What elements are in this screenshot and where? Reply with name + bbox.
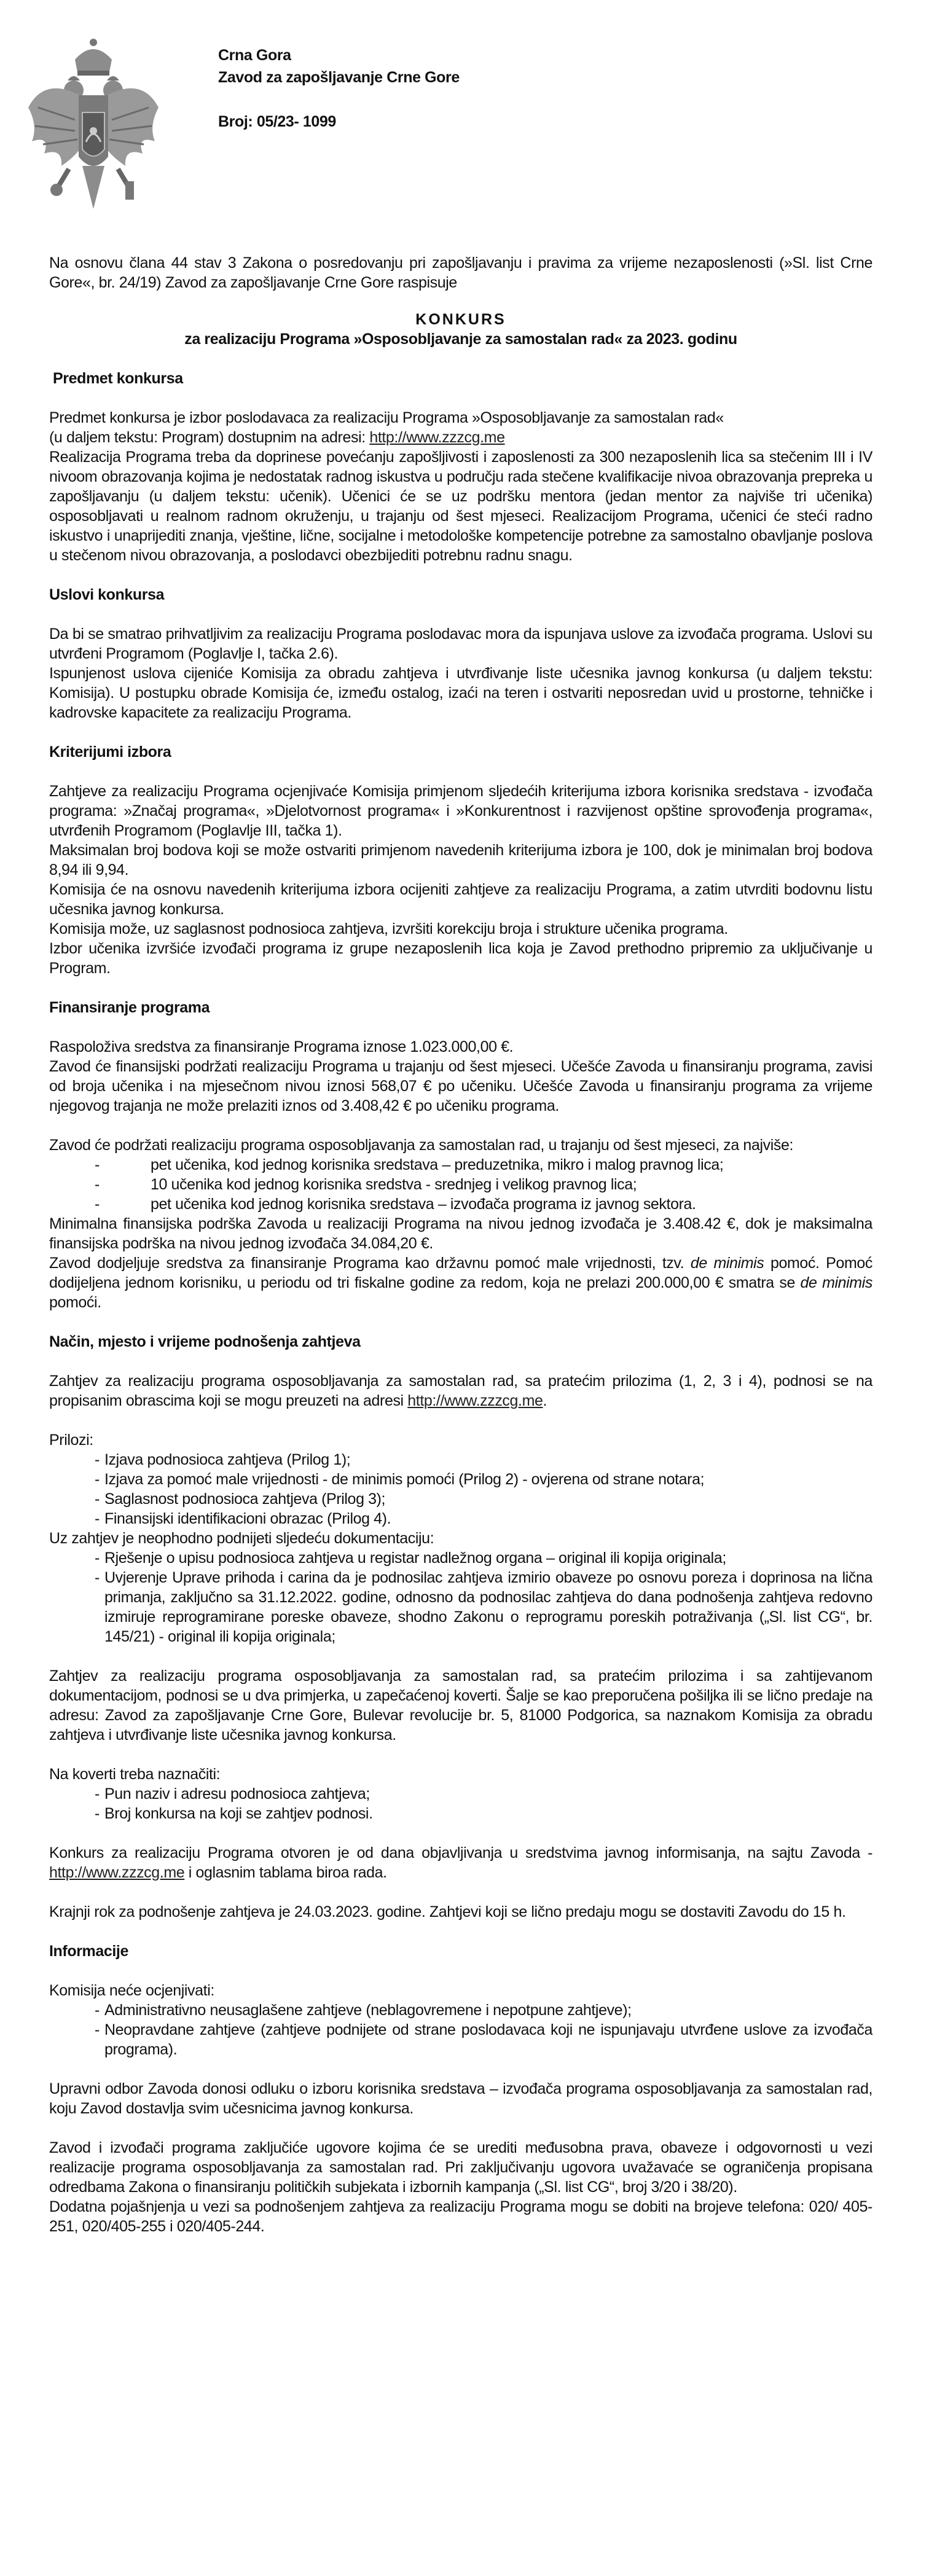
predmet-paragraph-2: Realizacija Programa treba da doprinese povećanju zapošljivosti i zaposlenosti za 300 nezaposlenih lica sa stečenim III i IV nivoom obrazovanja kojima je nedostatak radnog iskustva u području rada stečene kvalifikacije nivoa obrazovanja prepreka u zapošljavanju (u daljem tekstu: učenik). Učenici će se uz podršku mentora (jedan mentor za najviše tri učenika) osposobljavati u realnom radnom okruženju, u trajanju od šest mjeseci. Realizacijom Programa, učenici će steći radno iskustvo i unaprijediti znanja, vještine, lične, socijalne i metodološke kompetencije potrebne za samostalno obavljanje poslova u stečenom nivou obrazovanja, a poslodavci obezbijediti potrebnu radnu snagu. (49, 448, 872, 564)
document-number: Broj: 05/23- 1099 (218, 113, 336, 130)
informacije-paragraph-3: Dodatna pojašnjenja u vezi sa podnošenjem zahtjeva za realizaciju Programa mogu se dobiti na brojeve telefona: 020/ 405-251, 020/405-255 i 020/405-244. (49, 2198, 872, 2235)
de-minimis-term: de minimis (690, 1255, 764, 1272)
list-item: - Izjava podnosioca zahtjeva (Prilog 1); (95, 1451, 351, 1468)
informacije-list (49, 2000, 872, 2059)
koverta-label: Na koverti treba naznačiti: (49, 1766, 221, 1783)
informacije-label: Komisija neće ocjenjivati: (49, 1982, 214, 1999)
website-link[interactable]: http://www.zzzcg.me (49, 1864, 185, 1881)
nacin-paragraph-2: Zahtjev za realizaciju programa osposobljavanja za samostalan rad, sa pratećim prilozima i sa zahtijevanom dokumentacijom, podnosi se u dva primjerka, u zapečaćenoj koverti. Šalje se kao preporučena pošiljka ili se lično predaje na adresu: Zavod za zapošljavanje Crne Gore, Bulevar revolucije br. 5, 81000 Podgorica, sa naznakom Komisija za obradu zahtjeva i utvrđivanje liste učesnika javnog konkursa. (49, 1667, 872, 1744)
list-item-text: Finansijski identifikacioni obrazac (Prilog 4). (104, 1510, 391, 1527)
intro-paragraph: Na osnovu člana 44 stav 3 Zakona o posredovanju pri zapošljavanju i pravima za vrijeme nezaposlenosti (»Sl. list Crne Gore«, br. 24/19) Zavod za zapošljavanje Crne Gore raspisuje (49, 254, 872, 291)
finansiranje-text-a: Zavod dodjeljuje sredstva za finansiranje Programa kao državnu pomoć male vrijednosti, tzv. (49, 1255, 691, 1272)
dokumentacija-list (49, 1548, 872, 1646)
heading-uslovi-konkursa: Uslovi konkursa (49, 586, 165, 603)
list-item-text: pet učenika kod jednog korisnika sredstava – izvođača programa iz javnog sektora. (151, 1196, 696, 1213)
list-item-text: Izjava za pomoć male vrijednosti - de minimis pomoći (Prilog 2) - ovjerena od strane notara; (104, 1471, 705, 1488)
list-item: - pet učenika, kod jednog korisnika sredstava – preduzetnika, mikro i malog pravnog lica; (95, 1156, 724, 1173)
informacije-paragraph-2: Zavod i izvođači programa zaključiće ugovore kojima će se urediti međusobna prava, obaveze i odgovornosti u vezi realizacije programa osposobljavanja za samostalan rad. Pri zaključivanju ugovora uvažavaće se ograničenja propisana odredbama Zakona o finansiranju političkih subjekata i izbornih kampanja („Sl. list CG“, broj 3/20 i 38/20). (49, 2139, 872, 2196)
list-item: - Rješenje o upisu podnosioca zahtjeva u registar nadležnog organa – original ili kopija originala; (95, 1549, 726, 1567)
nacin-text-d: i oglasnim tablama biroa rada. (184, 1864, 387, 1881)
list-item: - Izjava za pomoć male vrijednosti - de minimis pomoći (Prilog 2) - ovjerena od strane notara; (95, 1471, 705, 1488)
deadline-paragraph: Krajnji rok za podnošenje zahtjeva je 24.03.2023. godine. Zahtjevi koji se lično predaju mogu se dostaviti Zavodu do 15 h. (49, 1903, 846, 1920)
finansiranje-text-c: pomoći. (49, 1294, 101, 1311)
heading-kriterijumi-izbora: Kriterijumi izbora (49, 743, 171, 761)
list-item: - Pun naziv i adresu podnosioca zahtjeva; (95, 1785, 370, 1803)
kriterijumi-paragraph-4: Komisija može, uz saglasnost podnosioca zahtjeva, izvršiti korekciju broja i strukture učenika programa. (49, 920, 728, 938)
list-item: - Saglasnost podnosioca zahtjeva (Prilog 3); (95, 1490, 386, 1508)
list-item-text: Rješenje o upisu podnosioca zahtjeva u registar nadležnog organa – original ili kopija originala; (104, 1549, 726, 1567)
predmet-paragraph-1 (49, 408, 872, 447)
list-item: - Finansijski identifikacioni obrazac (Prilog 4). (95, 1510, 391, 1527)
list-item-text: 10 učenika kod jednog korisnika sredstva - srednjeg i velikog pravnog lica; (151, 1176, 637, 1193)
document-title (49, 310, 872, 349)
kriterijumi-paragraph-2: Maksimalan broj bodova koji se može ostvariti primjenom navedenih kriterijuma izbora je 100, dok je minimalan broj bodova 8,94 ili 9,94. (49, 842, 872, 879)
kriterijumi-paragraph-5: Izbor učenika izvršiće izvođači programa iz grupe nezaposlenih lica koja je Zavod prethodno pripremio za uključivanje u Program. (49, 940, 872, 977)
heading-informacije: Informacije (49, 1943, 128, 1960)
program-link[interactable]: http://www.zzzcg.me (369, 429, 505, 446)
institution-name: Zavod za zapošljavanje Crne Gore (218, 69, 460, 86)
list-item-text: Neopravdane zahtjeve (zahtjeve podnijete od strane poslodavaca koji ne ispunjavaju utvrđene uslove za izvođača programa). (104, 2021, 872, 2058)
de-minimis-term: de minimis (800, 1274, 872, 1291)
list-item: - 10 učenika kod jednog korisnika sredstva - srednjeg i velikog pravnog lica; (95, 1176, 637, 1193)
nacin-text-a: Zahtjev za realizaciju programa osposobljavanja za samostalan rad, sa pratećim prilozima (1, 2, 3 i 4), podnosi se na propisanim obrascima koji se mogu preuzeti na adresi (49, 1372, 872, 1409)
finansiranje-list (49, 1155, 872, 1214)
predmet-text-a: Predmet konkursa je izbor poslodavaca za realizaciju Programa »Osposobljavanje za samostalan rad« (49, 409, 724, 426)
informacije-paragraph-1: Upravni odbor Zavoda donosi odluku o izboru korisnika sredstava – izvođača programa osposobljavanja za samostalan rad, koju Zavod dostavlja svim učesnicima javnog konkursa. (49, 2080, 872, 2117)
finansiranje-paragraph-2: Zavod će finansijski podržati realizaciju Programa u trajanju od šest mjeseci. Učešće Zavoda u finansiranju programa, zavisi od broja učenika i na mjesečnom nivou iznosi 568,07 € po učeniku. Učešće Zavoda u finansiranju programa za vrijeme njegovog trajanja ne može prelaziti iznos od 3.408,42 € po učeniku programa. (49, 1058, 872, 1114)
predmet-text-b: (u daljem tekstu: Program) dostupnim na adresi: (49, 429, 370, 446)
heading-predmet-konkursa: Predmet konkursa (53, 370, 183, 387)
document-body (49, 253, 872, 2236)
title-subtitle: za realizaciju Programa »Osposobljavanje za samostalan rad« za 2023. godinu (184, 331, 737, 348)
list-item-text: Broj konkursa na koji se zahtjev podnosi. (104, 1805, 373, 1822)
nacin-paragraph-3 (49, 1843, 872, 1882)
uslovi-paragraph-2: Ispunjenost uslova cijeniće Komisija za obradu zahtjeva i utvrđivanje liste učesnika javnog konkursa (u daljem tekstu: Komisija). U postupku obrade Komisija će, između ostalog, izaći na teren i ostvariti neposredan uvid u prostorne, tehničke i kadrovske kapacitete za realizaciju Programa. (49, 665, 872, 721)
heading-nacin-podnosenja: Način, mjesto i vrijeme podnošenja zahtjeva (49, 1333, 361, 1350)
koverta-list (49, 1784, 872, 1823)
list-item-text: Administrativno neusaglašene zahtjeve (neblagovremene i nepotpune zahtjeve); (104, 2002, 632, 2019)
list-item: - Broj konkursa na koji se zahtjev podnosi. (95, 1805, 373, 1822)
list-item-text: Uvjerenje Uprave prihoda i carina da je podnosilac zahtjeva izmirio obaveze po osnovu poreza i doprinosa na lična primanja, zaključno sa 31.12.2022. godine, odnosno da podnosilac zahtjeva do dana podnošenja zahtjeva redovno izmiruje reprogramirane poreske obaveze, shodno Zakonu o reprogramu poreskih potraživanja („Sl. list CG“, br. 145/21) - original ili kopija originala; (104, 1569, 872, 1645)
kriterijumi-paragraph-1: Zahtjeve za realizaciju Programa ocjenjivaće Komisija primjenom sljedećih kriterijuma izbora korisnika sredstava - izvođača programa: »Značaj programa«, »Djelotvornost programa« i »Konkurentnost i razvijenost opštine sprovođenja programa«, utvrđenih Programom (Poglavlje III, tačka 1). (49, 783, 872, 839)
heading-finansiranje-programa: Finansiranje programa (49, 999, 210, 1016)
coat-of-arms-emblem (26, 34, 161, 218)
list-item-text: Saglasnost podnosioca zahtjeva (Prilog 3); (104, 1490, 386, 1508)
finansiranje-paragraph-4: Minimalna finansijska podrška Zavoda u realizaciji Programa na nivou jednog izvođača je 3.408.42 €, dok je maksimalna finansijska podrška na nivou jednog izvođača 34.084,20 €. (49, 1215, 872, 1252)
list-item: - Neopravdane zahtjeve (zahtjeve podnijete od strane poslodavaca koji ne ispunjavaju utvrđene uslove za izvođača programa). (95, 2021, 872, 2058)
kriterijumi-paragraph-3: Komisija će na osnovu navedenih kriterijuma izbora ocijeniti zahtjeve za realizaciju Programa, a zatim utvrditi bodovnu listu učesnika javnog konkursa. (49, 881, 872, 918)
nacin-paragraph-1 (49, 1371, 872, 1411)
title-konkurs: KONKURS (415, 311, 506, 328)
list-item: - Administrativno neusaglašene zahtjeve (neblagovremene i nepotpune zahtjeve); (95, 2002, 632, 2019)
country-name: Crna Gora (218, 47, 291, 64)
list-item-text: Pun naziv i adresu podnosioca zahtjeva; (104, 1785, 370, 1803)
list-item-text: Izjava podnosioca zahtjeva (Prilog 1); (104, 1451, 351, 1468)
list-item: - Uvjerenje Uprave prihoda i carina da je podnosilac zahtjeva izmirio obaveze po osnovu poreza i doprinosa na lična primanja, zaključno sa 31.12.2022. godine, odnosno da podnosilac zahtjeva do dana podnošenja zahtjeva redovno izmiruje reprogramirane poreske obaveze, shodno Zakonu o reprogramu poreskih potraživanja („Sl. list CG“, br. 145/21) - original ili kopija originala; (95, 1569, 872, 1645)
finansiranje-text-b: pomoć. Pomoć dodijeljena jednom korisniku, u periodu od tri fiskalne godine za redom, koja ne prelazi 200.000,00 € smatra se (49, 1255, 872, 1291)
finansiranje-paragraph-5 (49, 1253, 872, 1312)
forms-link[interactable]: http://www.zzzcg.me (407, 1392, 543, 1409)
nacin-text-b: . (543, 1392, 547, 1409)
uslovi-paragraph-1: Da bi se smatrao prihvatljivim za realizaciju Programa poslodavac mora da ispunjava uslove za izvođača programa. Uslovi su utvrđeni Programom (Poglavlje I, tačka 2.6). (49, 625, 872, 662)
finansiranje-paragraph-1: Raspoloživa sredstva za finansiranje Programa iznose 1.023.000,00 €. (49, 1038, 514, 1055)
header-text-block (218, 44, 460, 133)
dokumentacija-label: Uz zahtjev je neophodno podnijeti sljedeću dokumentaciju: (49, 1530, 434, 1547)
prilozi-list (49, 1450, 872, 1529)
document-header (0, 0, 929, 233)
prilozi-label: Prilozi: (49, 1431, 93, 1449)
nacin-text-c: Konkurs za realizaciju Programa otvoren je od dana objavljivanja u sredstvima javnog informisanja, na sajtu Zavoda - (49, 1844, 872, 1862)
finansiranje-paragraph-3: Zavod će podržati realizaciju programa osposobljavanja za samostalan rad, u trajanju od šest mjeseci, za najviše: (49, 1137, 794, 1154)
list-item: - pet učenika kod jednog korisnika sredstava – izvođača programa iz javnog sektora. (95, 1196, 696, 1213)
list-item-text: pet učenika, kod jednog korisnika sredstava – preduzetnika, mikro i malog pravnog lica; (151, 1156, 724, 1173)
